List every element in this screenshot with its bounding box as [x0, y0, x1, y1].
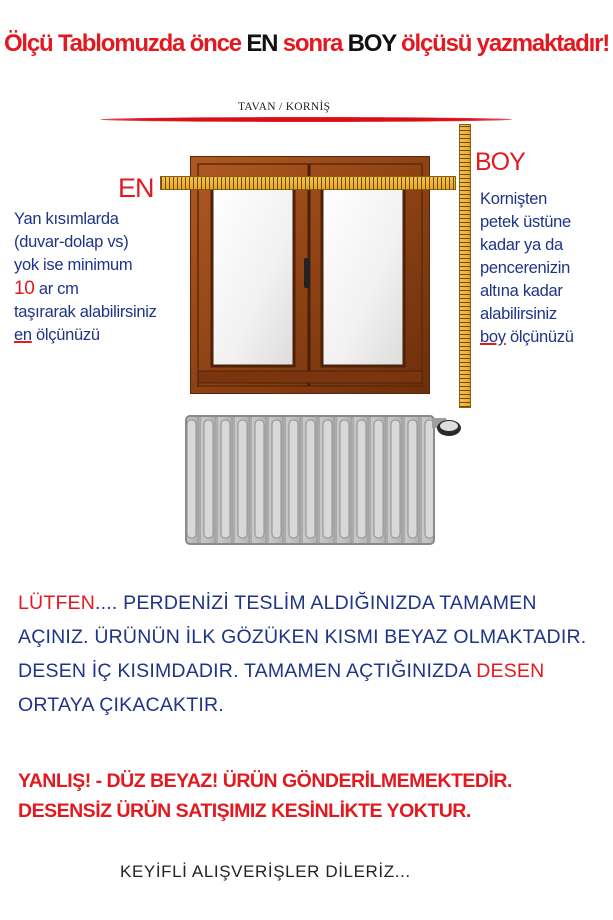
title-part-2: sonra [277, 30, 348, 57]
title-part-3: ölçüsü yazmaktadır! [395, 30, 610, 57]
title-boy-keyword: BOY [347, 30, 396, 57]
page-title [0, 30, 613, 58]
height-ruler [459, 124, 471, 408]
boy-label: BOY [475, 148, 525, 176]
info-lutfen: LÜTFEN [18, 592, 96, 614]
footer-greeting: KEYİFLİ ALIŞVERİŞLER DİLERİZ... [120, 862, 411, 881]
info-desen: DESEN [476, 660, 545, 682]
en-word: en [14, 326, 32, 344]
radiator-illustration [184, 412, 469, 548]
en-label: EN [118, 173, 154, 203]
width-instruction-note: Yan kısımlarda (duvar-dolap vs) yok ise minimum 10 ar cm taşırarak alabilirsiniz en ölçünüzü [14, 210, 157, 344]
window-illustration [190, 156, 430, 394]
warning-text: YANLIŞ! - DÜZ BEYAZ! ÜRÜN GÖNDERİLMEMEKTEDİR. DESENSİZ ÜRÜN SATIŞIMIZ KESİNLİKTE YOKTUR. [18, 770, 512, 822]
ceiling-line [100, 117, 512, 122]
info-paragraph: LÜTFEN.... PERDENİZİ TESLİM ALDIĞINIZDA TAMAMEN AÇINIZ. ÜRÜNÜN İLK GÖZÜKEN KISMI BEYAZ OLMAKTADIR. DESEN İÇ KISIMDADIR. TAMAMEN AÇTIĞINIZDA DESEN ORTAYA ÇIKACAKTIR. [18, 592, 587, 716]
height-instruction-note: Kornişten petek üstüne kadar ya da pencerenizin altına kadar alabilirsiniz boy ölçünüzü [480, 190, 574, 346]
title-part-1: Ölçü Tablomuzda önce [3, 30, 247, 57]
radiator-valve-icon [432, 418, 461, 436]
ceiling-label: TAVAN / KORNİŞ [238, 101, 331, 113]
min-overhang-number: 10 [14, 278, 35, 299]
title-en-keyword: EN [246, 30, 278, 57]
boy-word: boy [480, 328, 506, 346]
window-handle-icon [304, 258, 310, 288]
width-ruler [160, 176, 456, 190]
